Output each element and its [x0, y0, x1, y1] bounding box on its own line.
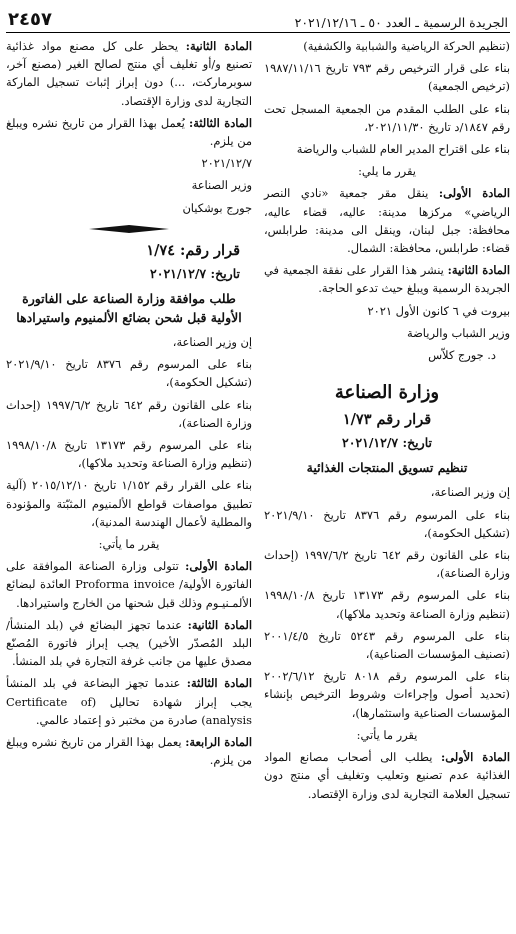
decides-line: يقرر ما يلي:	[358, 164, 416, 179]
article-label: المادة الثانية:	[447, 263, 510, 278]
decision-title: طلب موافقة وزارة الصناعة على الفاتورة الأولية قبل شحن بضائع الألمنيوم واستيرادها	[16, 291, 242, 326]
article-text: يُعمل بهذا القرار من تاريخ نشره ويبلغ من يلزم.	[6, 115, 252, 149]
article-label: المادة الثالثة:	[186, 676, 252, 691]
article-text: عندما تجهز البضاعة في بلد المنشأ يجب إبراز شهادة تحاليل (Certificate of analysis) صادرة من مختبر ذو إعتماد عالمي.	[6, 676, 252, 727]
preamble-line: بناء على المرسوم رقم ١٣١٧٣ تاريخ ١٩٩٨/١٠/٨ (تنظيم وزارة الصناعة وتحديد ملاكها)،	[6, 438, 253, 471]
article-2	[6, 616, 252, 671]
article-1	[6, 557, 252, 612]
preamble-line: إن وزير الصناعة،	[172, 335, 252, 350]
preamble-line: بناء على قرار الترخيص رقم ٧٩٣ تاريخ ١٩٨٧/١١/١٦ (ترخيص الجمعية)	[264, 61, 511, 94]
preamble-line: بناء على المرسوم رقم ٥٢٤٣ تاريخ ٢٠٠١/٤/٥ (تصنيف المؤسسات الصناعية)،	[264, 628, 511, 662]
article-3	[6, 674, 252, 729]
article-4	[6, 733, 252, 769]
decision-date: تاريخ: ٢٠٢١/١٢/٧	[342, 435, 432, 451]
page-header	[6, 6, 510, 33]
article-label: المادة الأولى:	[438, 186, 510, 201]
preamble-line: بناء على اقتراح المدير العام للشباب والرياضة	[296, 142, 510, 157]
columns	[6, 37, 510, 933]
article-text: يحظر على كل مصنع مواد غذائية تصنيع و/أو تغليف أي منتج لصالح الغير (مصنع آخر، سوبرماركت، ...) دون إبراز إثبات تسجيل الماركة التجارية لدى وزارة الإقتصاد.	[6, 39, 252, 108]
article-text: تتولى وزارة الصناعة الموافقة على الفاتورة الأولية/ Proforma invoice العائدة لبضائع الألمـنيـوم وذلك قبل شحنها من الخارج واستيرادها.	[6, 559, 253, 610]
article-label: المادة الثانية:	[185, 39, 252, 53]
article-text: ينقل مقر جمعية «نادي النصر الرياضي» مركزها مدينة: عاليه، قضاء عاليه، محافظة: جبل لبنان، وينقل الى مدينة: طرابلس، قضاء: طرابلس، محافظة: الشمال.	[264, 186, 510, 256]
page-number: ٢٤٥٧	[8, 9, 52, 30]
signature-title: وزير الصناعة	[191, 178, 252, 193]
minister-name: د. جورج كلاّس	[428, 348, 496, 363]
article-2	[264, 261, 510, 297]
left-column	[6, 37, 252, 933]
article-text: عندما تجهز البضائع في (بلد المنشأ/ البلد المُصدّر الأخير) يجب إبراز فاتورة المُصنّع مصدق عليها من جانب غرفة التجارة في بلد المنشأ.	[6, 617, 252, 669]
article-label: المادة الثالثة:	[188, 115, 252, 130]
section-divider	[6, 225, 252, 233]
preamble-line: (تنظيم الحركة الرياضية والشبابية والكشفية)	[303, 39, 510, 53]
article-text: يطلب الى أصحاب مصانع المواد الغذائية عدم تصنيع وتعليب وتغليف أي منتج دون تسجيل العلامة التجارية لدى وزارة الإقتصاد.	[264, 750, 510, 801]
preamble-line: بناء على الطلب المقدم من الجمعية المسجل تحت رقم ١٨٤٧/د تاريخ ٢٠٢١/١١/٣٠،	[264, 101, 510, 134]
article-1	[264, 184, 510, 257]
article-label: المادة الرابعة:	[185, 735, 252, 750]
decision-date: تاريخ: ٢٠٢١/١٢/٧	[150, 265, 240, 281]
minister-title: وزير الشباب والرياضة	[407, 325, 510, 340]
article-label: المادة الثانية:	[187, 617, 252, 632]
decision-title: تنظيم تسويق المنتجات الغذائية	[306, 460, 468, 476]
decides-line: يقرر ما يأتي:	[98, 537, 160, 552]
preamble-line: بناء على القانون رقم ٦٤٢ تاريخ ١٩٩٧/٦/٢ (إحداث وزارة الصناعة)،	[264, 548, 511, 581]
publication-line: الجريدة الرسمية ـ العدد ٥٠ ـ ٢٠٢١/١٢/١٦	[294, 15, 508, 30]
decides-line: يقرر ما يأتي:	[356, 727, 418, 742]
preamble-line: بناء على المرسوم رقم ٨٣٧٦ تاريخ ٢٠٢١/٩/١٠ (تشكيل الحكومة)،	[264, 507, 510, 540]
preamble-line: بناء على المرسوم رقم ٨٠١٨ تاريخ ٢٠٠٢/٦/١٢ (تحديد أصول وإجراءات وشروط الترخيص بإنشاء المؤسسات الصناعية واستثمارها)،	[264, 669, 510, 720]
place-date: بيروت في ٦ كانون الأول ٢٠٢١	[367, 303, 510, 318]
decision-number: قرار رقم: ١/٧٤	[146, 241, 240, 259]
article-2	[6, 37, 252, 110]
preamble-line: بناء على القانون رقم ٦٤٢ تاريخ ١٩٩٧/٦/٢ (إحداث وزارة الصناعة)،	[6, 397, 253, 430]
article-label: المادة الأولى:	[441, 750, 511, 765]
signature-date: ٢٠٢١/١٢/٧	[201, 156, 252, 171]
preamble-line: بناء على المرسوم رقم ١٣١٧٣ تاريخ ١٩٩٨/١٠/٨ (تنظيم وزارة الصناعة وتحديد ملاكها)،	[264, 588, 511, 621]
decision-number: قرار رقم ١/٧٣	[342, 411, 432, 429]
article-1	[264, 748, 510, 803]
preamble-line: إن وزير الصناعة،	[430, 485, 510, 500]
preamble-line: بناء على المرسوم رقم ٨٣٧٦ تاريخ ٢٠٢١/٩/١٠ (تشكيل الحكومة)،	[6, 357, 252, 390]
preamble-line: بناء على القرار رقم ١/١٥٢ تاريخ ٢٠١٥/١٢/١٠ (آلية تطبيق مواصفات قواطع الألمنيوم المثبّتة والمؤنودة والمطلية لأعمال الهندسة المدنية)،	[6, 478, 252, 529]
divider-ornament	[89, 225, 169, 233]
right-column	[264, 37, 510, 933]
article-text: ينشر هذا القرار على نفقة الجمعية في الجريدة الرسمية ويبلغ حيث تدعو الحاجة.	[264, 263, 510, 296]
article-text: يعمل بهذا القرار من تاريخ نشره ويبلغ من يلزم.	[6, 735, 252, 768]
article-label: المادة الأولى:	[185, 559, 252, 574]
signature-name: جورج بوشكيان	[182, 200, 252, 215]
article-3	[6, 114, 252, 150]
ministry-heading: وزارة الصناعة	[334, 382, 440, 404]
